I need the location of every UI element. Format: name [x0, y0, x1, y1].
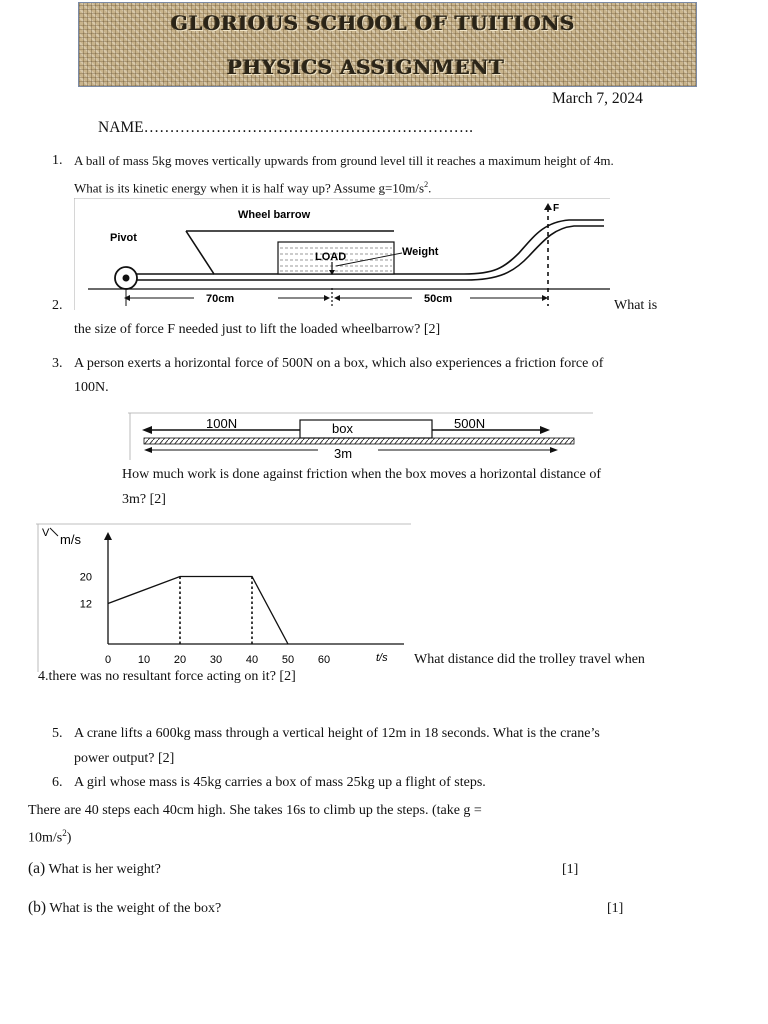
- floor: [144, 438, 574, 444]
- distance-label: 3m: [334, 446, 353, 461]
- chart-ticks: [80, 572, 330, 667]
- q1-number: 1.: [52, 153, 63, 168]
- friction-force-label: 100N: [206, 416, 238, 431]
- q1-line2: What is its kinetic energy when it is half way up? Assume $g=10m/s^2$.: [74, 180, 432, 196]
- wheel-hub: [123, 275, 130, 282]
- date: March 7, 2024: [552, 90, 643, 107]
- x-tick-label: 0: [104, 654, 112, 666]
- y-axis-label-v: V: [42, 527, 50, 539]
- x-tick-label: 40: [245, 654, 259, 666]
- pivot-label: Pivot: [110, 232, 137, 244]
- box-rect: [300, 420, 432, 438]
- y-axis-label-slash: [50, 528, 58, 536]
- wheelbarrow-diagram: [74, 198, 614, 316]
- wheel-barrow-label: Wheel barrow: [238, 209, 311, 221]
- barrow-tray-outline: [186, 220, 604, 274]
- q3-line3: How much work is done against friction when the box moves a horizontal distance of: [122, 467, 601, 482]
- q6-number: 6.: [52, 775, 63, 790]
- school-name: GLORIOUS SCHOOL OF TUITIONS: [171, 11, 576, 35]
- x-tick-label: 30: [209, 654, 223, 666]
- q3-line2: 100N.: [74, 380, 109, 395]
- header-banner: [78, 2, 697, 87]
- q6-line1: A girl whose mass is 45kg carries a box of mass 25kg up a flight of steps.: [74, 775, 486, 790]
- friction-arrowhead: [142, 426, 152, 434]
- x-tick-label: 60: [317, 654, 331, 666]
- force-arrowhead: [544, 203, 552, 210]
- q2-tail: What is: [614, 298, 658, 313]
- box-force-diagram: [128, 410, 598, 462]
- x-tick-label: 20: [173, 654, 187, 666]
- dist-arrow-left: [144, 447, 152, 453]
- q5-number: 5.: [52, 726, 63, 741]
- dist-70cm-label: 70cm: [206, 293, 235, 305]
- load-label: LOAD: [315, 251, 347, 263]
- q3-line1: A person exerts a horizontal force of 500N on a box, which also experiences a friction force of: [74, 356, 604, 371]
- chart-series: [108, 577, 288, 645]
- applied-force-label: 500N: [454, 416, 486, 431]
- assignment-title: PHYSICS ASSIGNMENT: [227, 55, 505, 79]
- q5-line1: A crane lifts a 600kg mass through a vertical height of 12m in 18 seconds. What is the crane’s: [74, 726, 600, 741]
- q6a: (a) What is her weight?: [28, 860, 161, 877]
- box-label: box: [332, 421, 353, 436]
- dim-50-arrow-right: [542, 295, 548, 301]
- q3-number: 3.: [52, 356, 63, 371]
- q3-line4: 3m? [2]: [122, 492, 166, 507]
- dist-50cm-label: 50cm: [424, 293, 453, 305]
- y-tick-label: 20: [79, 571, 92, 584]
- x-axis-label: t/s: [376, 652, 388, 664]
- q4-line2: 4.there was no resultant force acting on it? [2]: [38, 669, 296, 684]
- q5-line2: power output? [2]: [74, 751, 175, 766]
- q6-line2: There are 40 steps each 40cm high. She takes 16s to climb up the steps. (take g =: [28, 803, 482, 818]
- name-field[interactable]: NAME……………………………………………………….: [98, 119, 474, 136]
- dim-70-arrow-left: [124, 295, 130, 301]
- dist-arrow-right: [550, 447, 558, 453]
- y-tick-label: 12: [79, 598, 92, 611]
- force-label: F: [553, 203, 560, 214]
- dim-70-arrow-right: [324, 295, 330, 301]
- y-axis-label-unit: m/s: [60, 532, 81, 547]
- velocity-time-graph: [36, 522, 411, 672]
- y-axis-arrowhead: [104, 532, 112, 540]
- q6b: (b) What is the weight of the box?: [28, 899, 222, 916]
- velocity-line: [108, 577, 288, 645]
- q6b-marks: [1]: [607, 901, 624, 916]
- q4-tail: What distance did the trolley travel when: [414, 652, 645, 667]
- weight-label: Weight: [402, 246, 439, 258]
- q2-number: 2.: [52, 298, 63, 313]
- q2-line2: the size of force F needed just to lift the loaded wheelbarrow? [2]: [74, 322, 441, 337]
- x-tick-label: 10: [137, 654, 151, 666]
- applied-arrowhead: [540, 426, 550, 434]
- dim-50-arrow-left: [334, 295, 340, 301]
- q6a-marks: [1]: [562, 862, 579, 877]
- x-tick-label: 50: [281, 654, 295, 666]
- q1-line1: A ball of mass 5kg moves vertically upwards from ground level till it reaches a maximum height of 4m.: [74, 153, 614, 168]
- q6-line3: $10m/s^2$): [28, 828, 72, 846]
